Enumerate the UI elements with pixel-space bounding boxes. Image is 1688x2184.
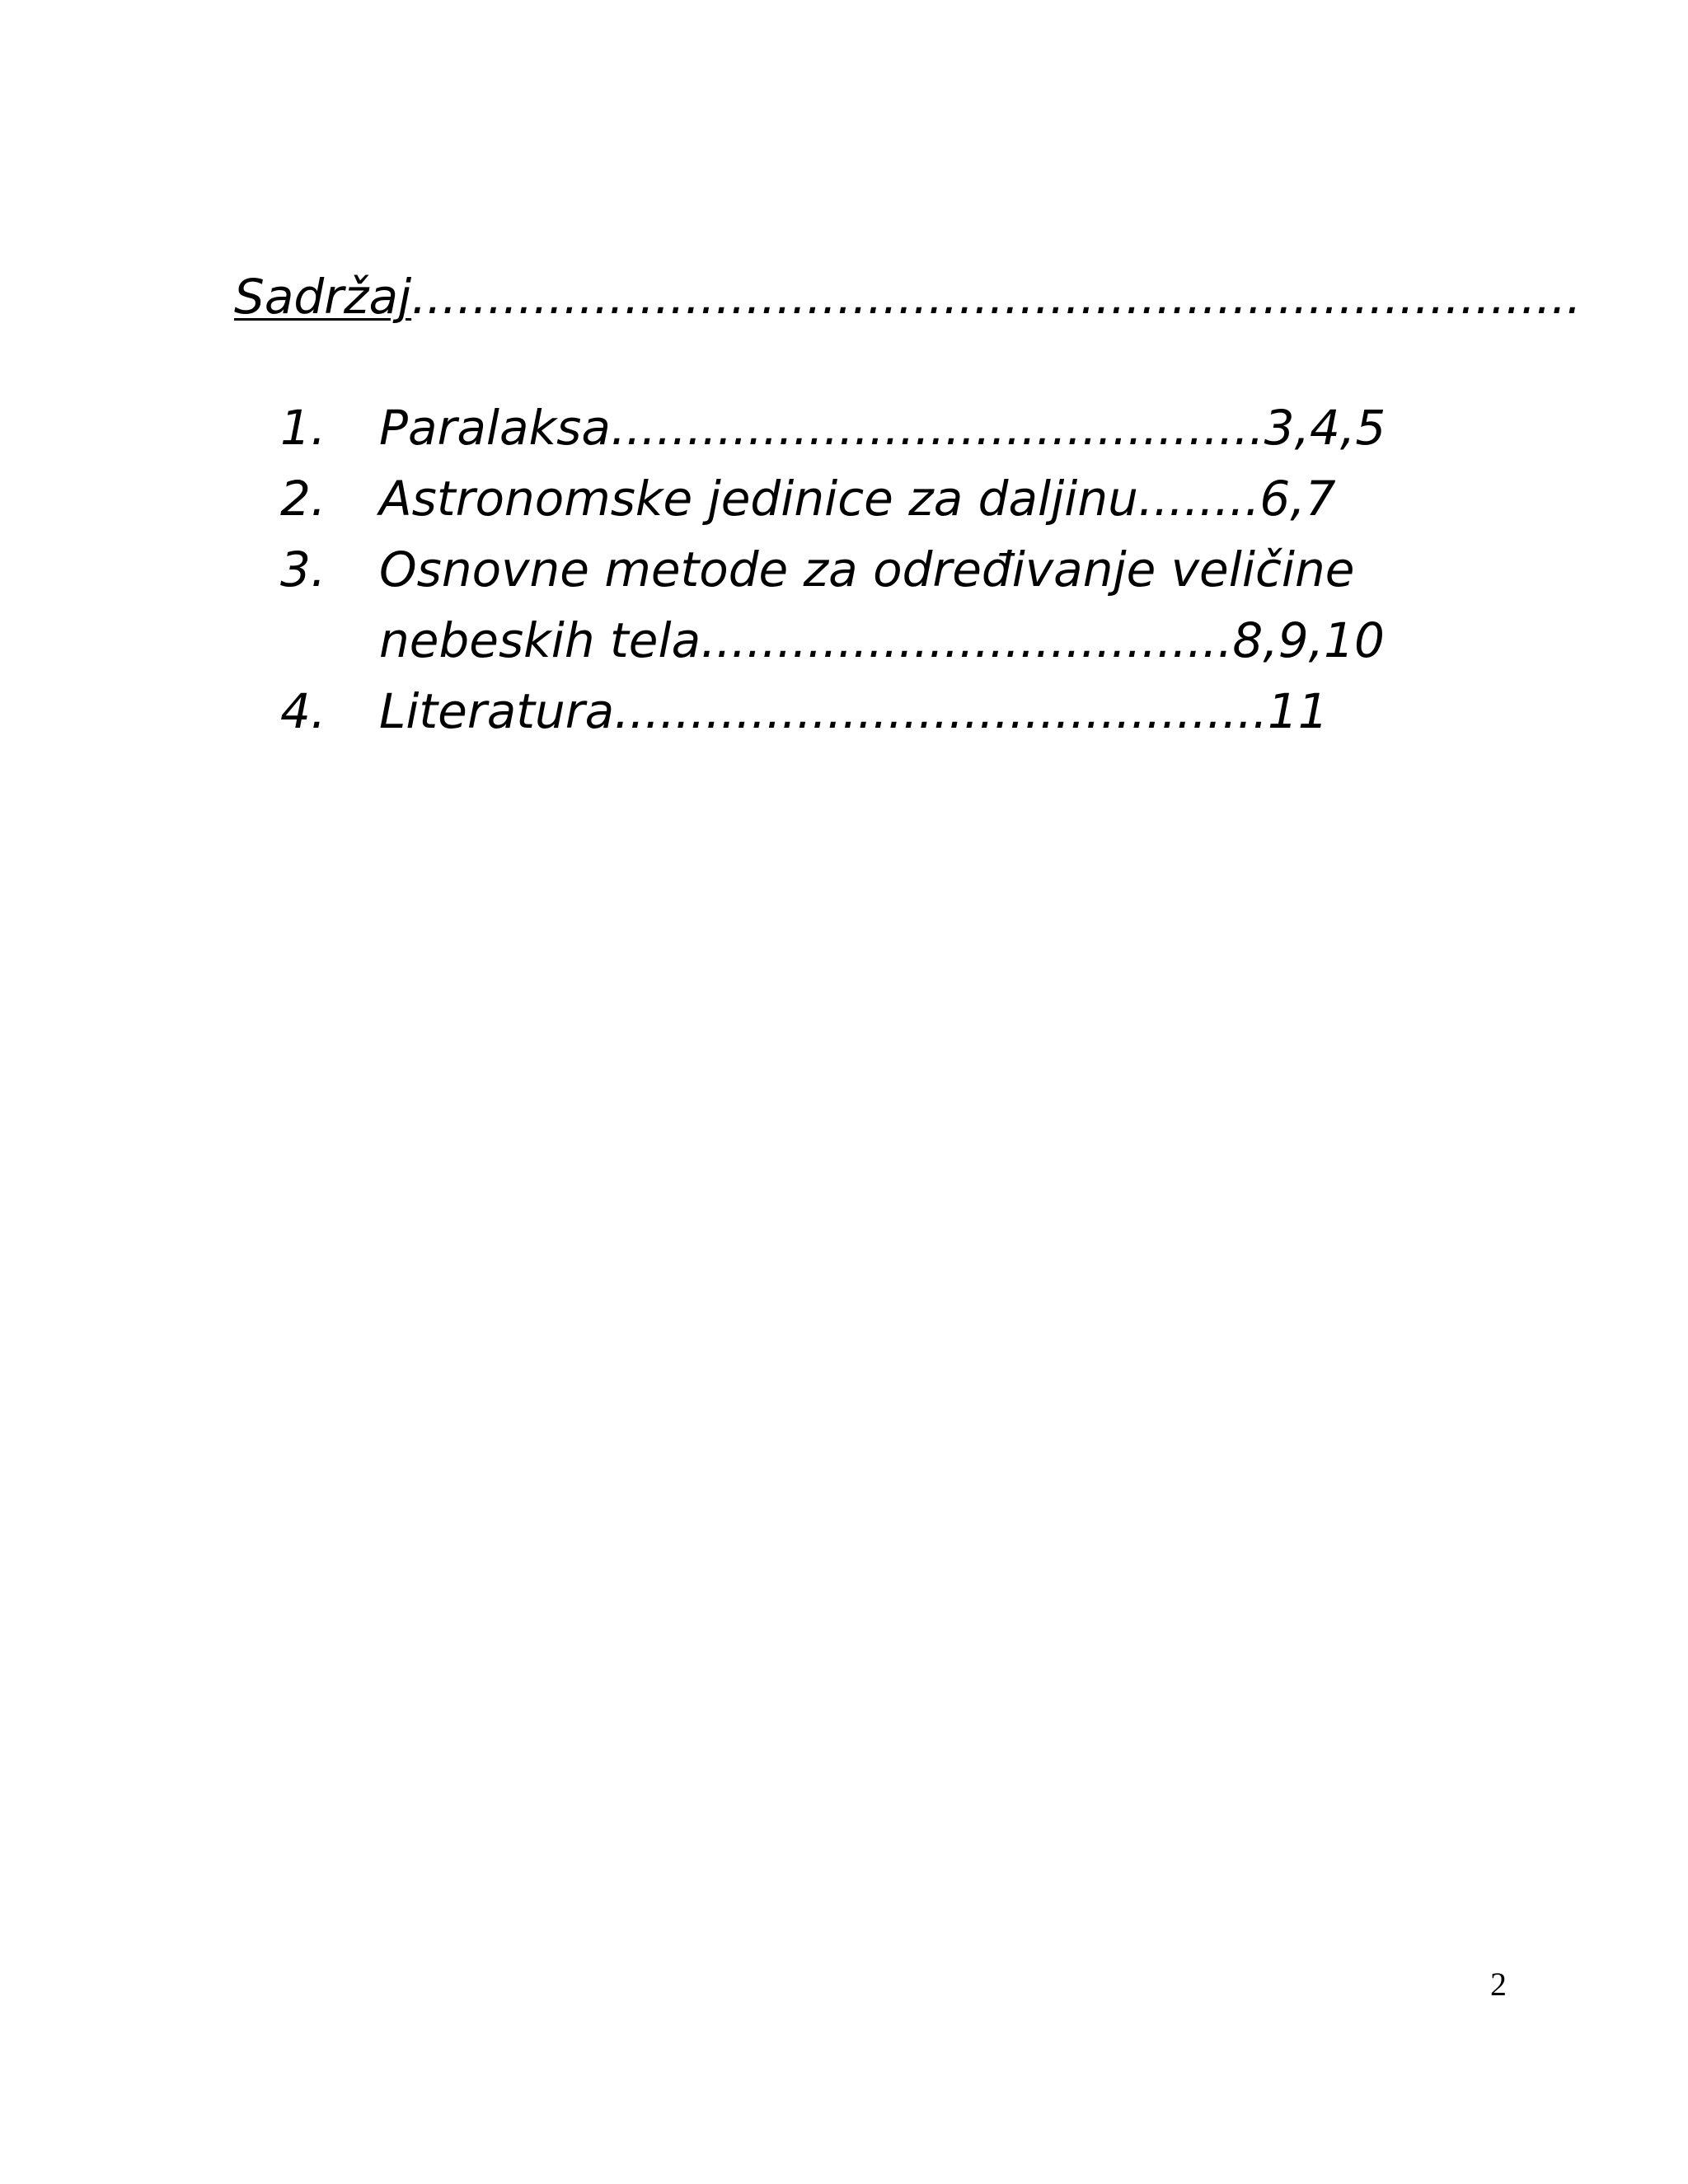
toc-item: [0, 676, 1688, 747]
toc-item: [0, 463, 1688, 534]
toc-item: [0, 534, 1688, 605]
toc-title-label: Sadržaj: [234, 269, 412, 325]
toc-item-text: Literatura...........................................11: [379, 683, 1329, 739]
toc-item-number: 2.: [280, 471, 326, 527]
toc-item-continuation: [0, 605, 1688, 676]
toc-title: [234, 262, 1582, 331]
toc-item: [0, 392, 1688, 463]
page-number: 2: [1490, 1966, 1507, 2003]
toc-item-text: nebeskih tela...................................8,9,10: [379, 612, 1385, 668]
toc-item-text: Osnovne metode za određivanje veličine: [379, 541, 1355, 598]
toc-item-text: Astronomske jedinice za daljinu........6,7: [379, 471, 1336, 527]
toc-item-number: 3.: [280, 541, 326, 598]
toc-title-leader: .............................................................................: [411, 269, 1582, 325]
toc-item-number: 1.: [280, 400, 326, 456]
toc-item-text: Paralaksa...........................................3,4,5: [379, 400, 1386, 456]
toc-item-number: 4.: [280, 683, 326, 739]
toc-list: [0, 392, 1688, 747]
